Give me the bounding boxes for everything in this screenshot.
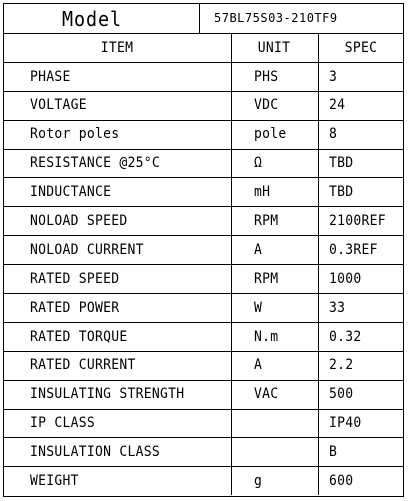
item-cell: PHASE [4,62,231,91]
spec-cell: 600 [318,467,403,495]
table-row [4,265,403,294]
header-row [4,34,403,62]
spec-cell: 1000 [318,265,403,294]
unit-cell: Ω [231,149,318,178]
unit-cell: pole [231,120,318,149]
unit-cell: VAC [231,380,318,409]
model-label: Model [62,7,123,31]
item-cell: RATED SPEED [4,265,231,294]
unit-cell: mH [231,178,318,207]
spec-cell: 0.32 [318,322,403,351]
model-number: 57BL75S03-210TF9 [214,11,338,25]
spec-cell: 3 [318,62,403,91]
table-row [4,294,403,323]
item-cell: INSULATING STRENGTH [4,380,231,409]
table-row [4,178,403,207]
table-row [4,351,403,380]
unit-cell: RPM [231,207,318,236]
table-row [4,149,403,178]
unit-cell: A [231,236,318,265]
spec-table [4,34,403,495]
spec-cell: TBD [318,178,403,207]
spec-cell: 8 [318,120,403,149]
table-row [4,62,403,91]
unit-cell [231,409,318,438]
table-row [4,236,403,265]
unit-cell: g [231,467,318,495]
table-row [4,467,403,495]
spec-cell: 2100REF [318,207,403,236]
spec-cell: 500 [318,380,403,409]
item-cell: NOLOAD CURRENT [4,236,231,265]
unit-cell: PHS [231,62,318,91]
item-cell: RESISTANCE @25°C [4,149,231,178]
table-row [4,409,403,438]
header-spec: SPEC [318,34,403,62]
item-cell: RATED TORQUE [4,322,231,351]
spec-cell: B [318,438,403,467]
spec-cell: 0.3REF [318,236,403,265]
table-row [4,322,403,351]
spec-cell: 24 [318,91,403,120]
item-cell: RATED CURRENT [4,351,231,380]
item-cell: IP CLASS [4,409,231,438]
spec-sheet [3,3,404,497]
item-cell: VOLTAGE [4,91,231,120]
model-divider [199,4,200,33]
item-cell: RATED POWER [4,294,231,323]
unit-cell: RPM [231,265,318,294]
unit-cell: W [231,294,318,323]
item-cell: INSULATION CLASS [4,438,231,467]
spec-cell: 2.2 [318,351,403,380]
spec-cell: 33 [318,294,403,323]
unit-cell: A [231,351,318,380]
header-item: ITEM [4,34,231,62]
table-row [4,438,403,467]
unit-cell: N.m [231,322,318,351]
item-cell: WEIGHT [4,467,231,495]
item-cell: NOLOAD SPEED [4,207,231,236]
table-row [4,91,403,120]
spec-cell: IP40 [318,409,403,438]
model-row [4,4,403,34]
header-unit: UNIT [231,34,318,62]
table-row [4,207,403,236]
item-cell: Rotor poles [4,120,231,149]
unit-cell: VDC [231,91,318,120]
table-row [4,120,403,149]
item-cell: INDUCTANCE [4,178,231,207]
spec-cell: TBD [318,149,403,178]
unit-cell [231,438,318,467]
table-row [4,380,403,409]
